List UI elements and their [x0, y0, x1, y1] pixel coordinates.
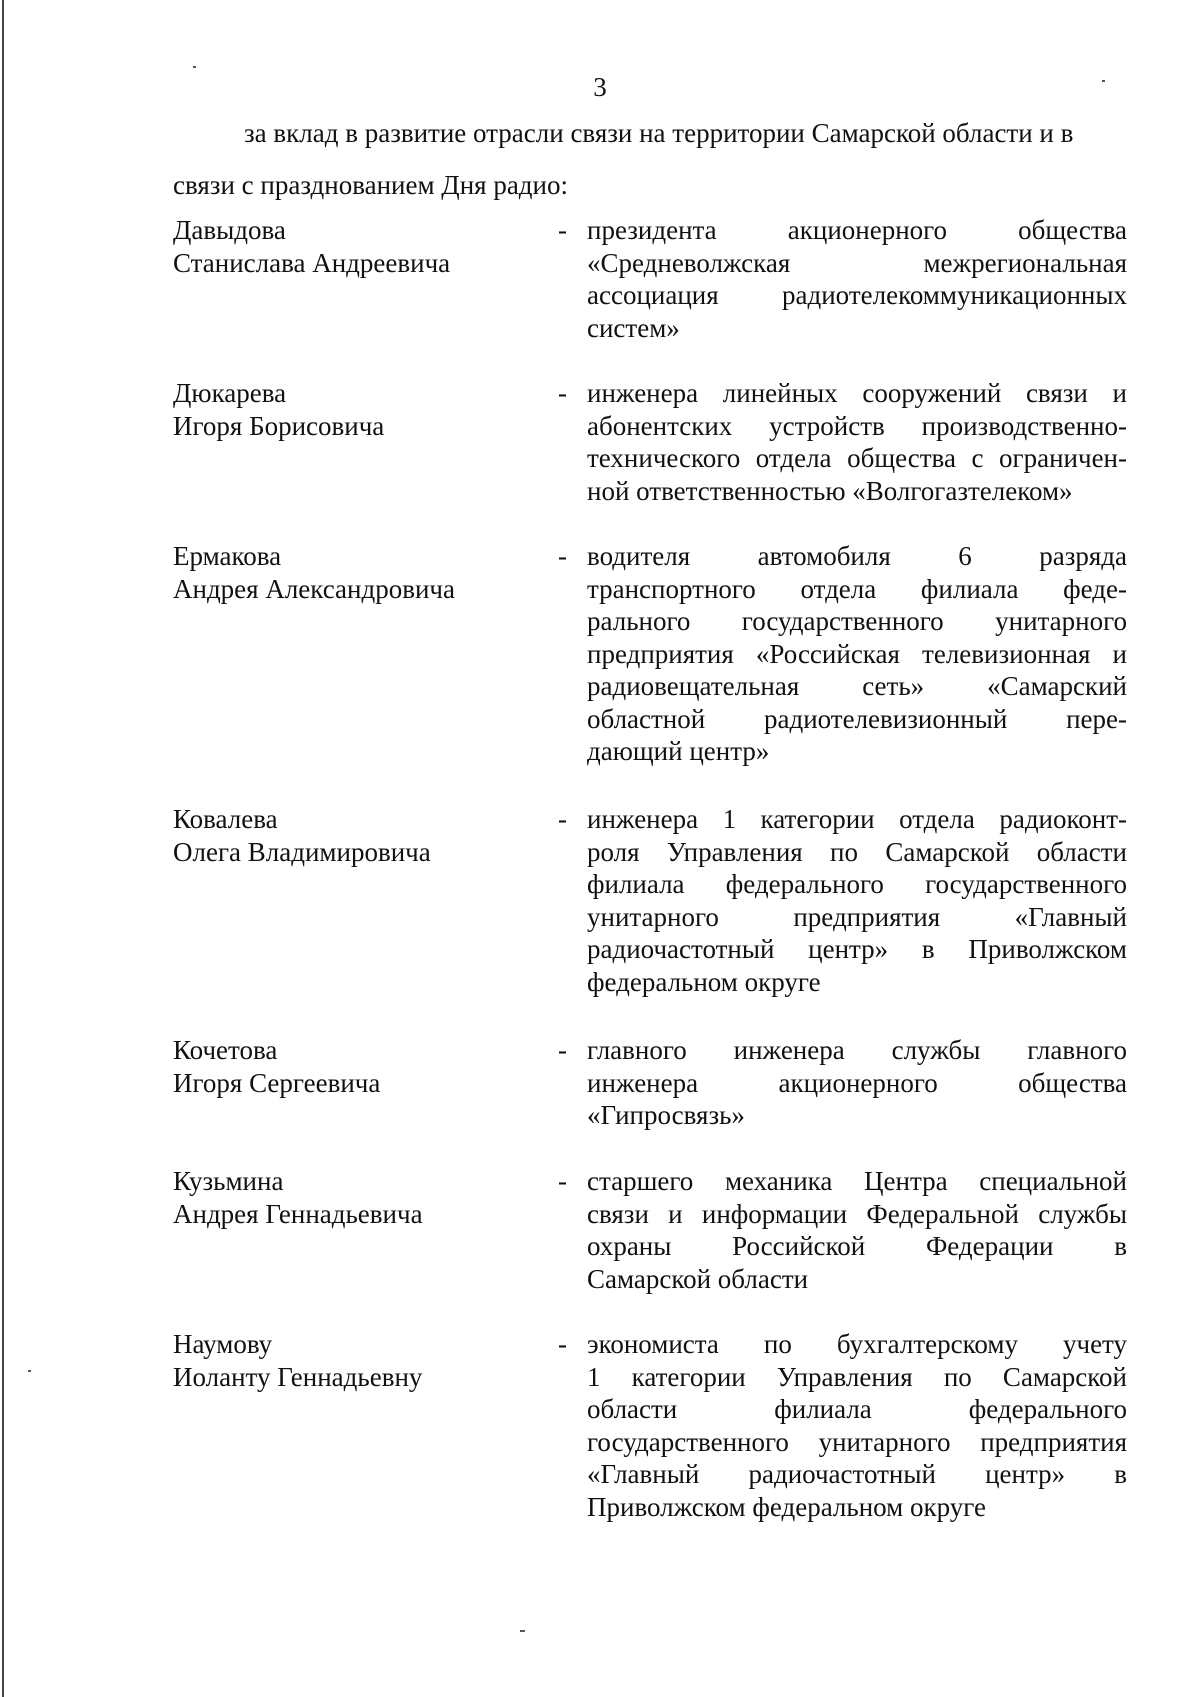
description-line: «Главный радиочастотный центр» в: [587, 1459, 1127, 1489]
description-line: ассоциация радиотелекоммуникационных: [587, 280, 1127, 310]
list-dash: -: [558, 1166, 567, 1196]
scan-speck: [520, 1630, 525, 1632]
description-line: областной радиотелевизионный пере-: [587, 703, 1127, 734]
list-dash: -: [558, 541, 567, 571]
description-line: унитарного предприятия «Главный: [587, 901, 1127, 932]
person-given-names: Игоря Борисовича: [173, 410, 385, 441]
person-given-names: Олега Владимировича: [173, 836, 431, 867]
position-description: [587, 803, 1127, 998]
position-description: [587, 1328, 1127, 1523]
description-line: связи и информации Федеральной службы: [587, 1198, 1127, 1229]
description-line: ной ответственностью «Волгогазтелеком»: [587, 475, 1073, 506]
position-description: [587, 1034, 1127, 1132]
description-line: радиовещательная сеть» «Самарский: [587, 671, 1127, 701]
description-line: 1 категории Управления по Самарской: [587, 1361, 1127, 1392]
person-name: [173, 1165, 533, 1230]
position-description: [587, 540, 1127, 768]
description-line: экономиста по бухгалтерскому учету: [587, 1329, 1127, 1359]
list-dash: -: [558, 215, 567, 245]
description-line: филиала федерального государственного: [587, 869, 1127, 899]
description-line: Самарской области: [587, 1263, 809, 1294]
person-given-names: Станислава Андреевича: [173, 247, 451, 278]
description-line: предприятия «Российская телевизионная и: [587, 638, 1127, 669]
description-line: охраны Российской Федерации в: [587, 1231, 1127, 1261]
person-surname: Дюкарева: [173, 378, 287, 408]
person-surname: Кузьмина: [173, 1166, 284, 1196]
person-given-names: Игоря Сергеевича: [173, 1067, 381, 1098]
description-line: главного инженера службы главного: [587, 1035, 1127, 1065]
page-number: 3: [593, 72, 607, 102]
description-line: «Гипросвязь»: [587, 1100, 745, 1130]
person-name: [173, 214, 533, 279]
scan-edge-line: [2, 0, 4, 1697]
person-surname: Давыдова: [173, 215, 286, 245]
description-line: президента акционерного общества: [587, 215, 1127, 245]
description-line: инженера линейных сооружений связи и: [587, 378, 1127, 408]
person-name: [173, 1328, 533, 1393]
person-given-names: Андрея Александровича: [173, 573, 455, 604]
person-name: [173, 1034, 533, 1099]
description-line: государственного унитарного предприятия: [587, 1426, 1127, 1457]
person-surname: Ковалева: [173, 804, 278, 834]
person-surname: Наумову: [173, 1329, 273, 1359]
list-dash: -: [558, 804, 567, 834]
intro-line-1: за вклад в развитие отрасли связи на территории Самарской области и в: [244, 118, 1074, 148]
position-description: [587, 1165, 1127, 1295]
description-line: роля Управления по Самарской области: [587, 836, 1127, 867]
description-line: дающий центр»: [587, 736, 770, 766]
person-surname: Ермакова: [173, 541, 282, 571]
list-dash: -: [558, 1329, 567, 1359]
description-line: рального государственного унитарного: [587, 606, 1127, 636]
position-description: [587, 214, 1127, 344]
description-line: федеральном округе: [587, 966, 821, 997]
description-line: систем»: [587, 312, 680, 343]
description-line: технического отдела общества с ограничен-: [587, 443, 1127, 473]
list-dash: -: [558, 378, 567, 408]
description-line: радиочастотный центр» в Приволжском: [587, 934, 1127, 964]
person-given-names: Андрея Геннадьевича: [173, 1198, 423, 1229]
description-line: области филиала федерального: [587, 1394, 1127, 1424]
person-given-names: Иоланту Геннадьевну: [173, 1361, 423, 1392]
description-line: водителя автомобиля 6 разряда: [587, 541, 1127, 571]
position-description: [587, 377, 1127, 507]
list-dash: -: [558, 1035, 567, 1065]
description-line: старшего механика Центра специальной: [587, 1166, 1127, 1196]
intro-line-2: связи с празднованием Дня радио:: [173, 170, 568, 200]
person-surname: Кочетова: [173, 1035, 278, 1065]
person-name: [173, 803, 533, 868]
person-name: [173, 540, 533, 605]
description-line: транспортного отдела филиала феде-: [587, 573, 1127, 604]
scan-speck: [193, 66, 196, 68]
description-line: Приволжском федеральном округе: [587, 1491, 986, 1522]
scan-speck: [28, 1370, 31, 1372]
person-name: [173, 377, 533, 442]
description-line: инженера акционерного общества: [587, 1067, 1127, 1098]
description-line: «Средневолжская межрегиональная: [587, 247, 1127, 278]
description-line: абонентских устройств производственно-: [587, 410, 1127, 441]
description-line: инженера 1 категории отдела радиоконт-: [587, 804, 1127, 834]
